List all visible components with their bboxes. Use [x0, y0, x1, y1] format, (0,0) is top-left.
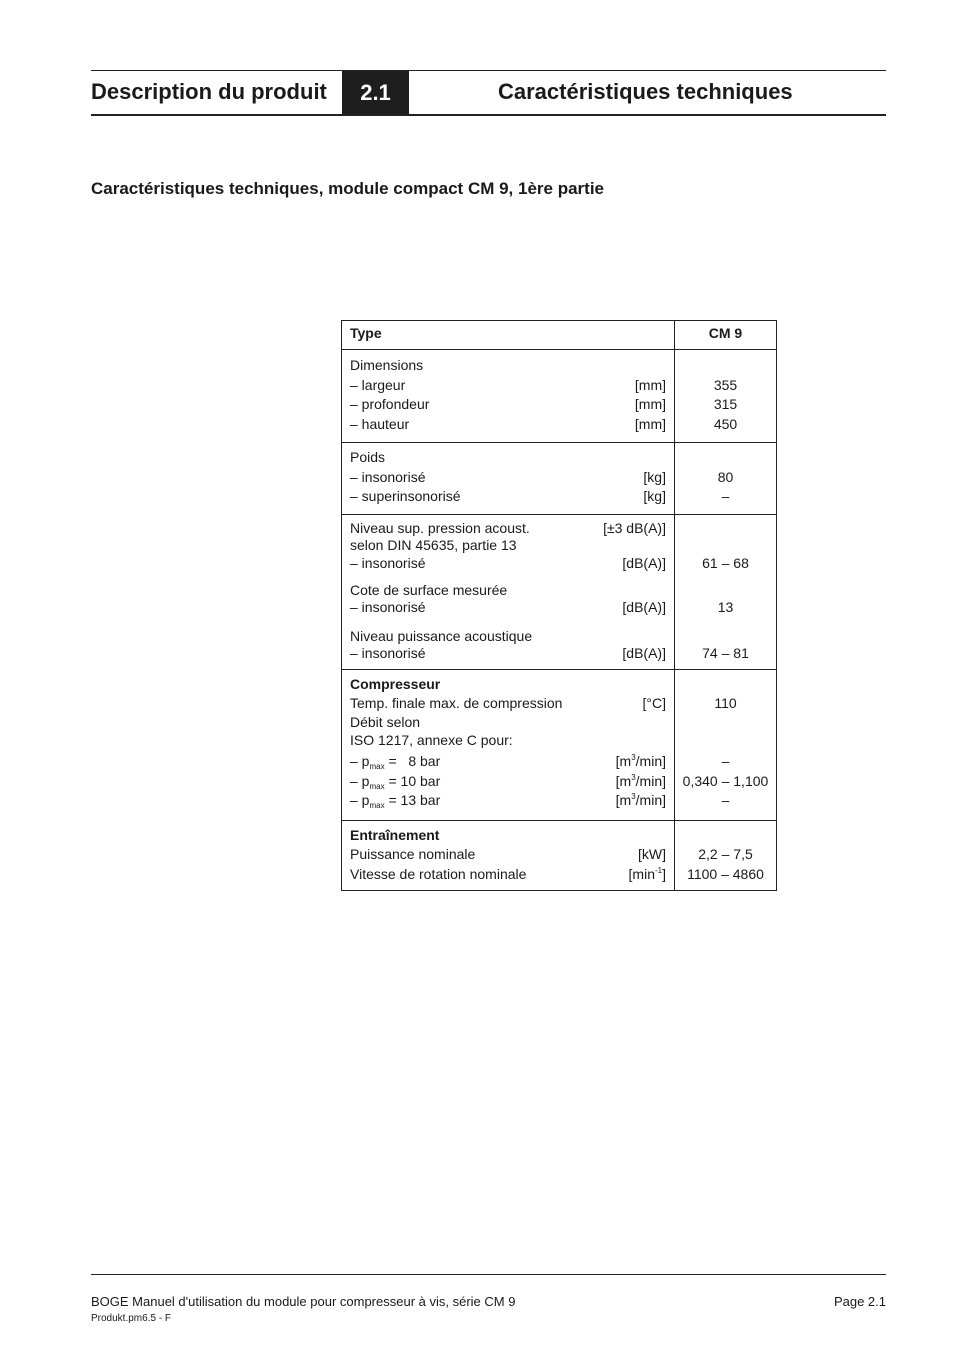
- row-value: 450: [713, 415, 738, 432]
- row-label: – insonorisé: [350, 554, 426, 571]
- compresseur-title: Compresseur: [350, 676, 441, 692]
- pressure-title: Niveau sup. pression acoust.: [350, 519, 530, 536]
- row-unit: [mm]: [634, 396, 666, 412]
- poids-title: Poids: [350, 449, 386, 465]
- row-value: 74 – 81: [702, 645, 749, 661]
- pressure-standard: selon DIN 45635, partie 13: [350, 536, 517, 553]
- table-row: [342, 350, 777, 443]
- section-title: Description du produit: [91, 79, 327, 104]
- type-label: Type: [342, 321, 675, 350]
- power-value: 2,2 – 7,5: [698, 846, 753, 862]
- row-value: 61 – 68: [702, 554, 749, 571]
- row-value: –: [721, 488, 730, 504]
- speed-value: 1100 – 4860: [687, 865, 764, 882]
- debit-label: Débit selon: [350, 714, 421, 730]
- row-value: 80: [717, 468, 734, 485]
- surface-title: Cote de surface mesurée: [350, 582, 508, 598]
- spec-table: [341, 320, 777, 891]
- page-title: Caractéristiques techniques: [498, 79, 793, 104]
- table-row: [342, 820, 777, 891]
- pressure-unit: [±3 dB(A)]: [603, 519, 666, 536]
- table-row: [342, 514, 777, 670]
- row-unit: [kg]: [643, 488, 666, 504]
- flow-value: –: [721, 753, 730, 769]
- power-title: Niveau puissance acoustique: [350, 628, 533, 644]
- flow-unit: $[m^3/\min]$: [615, 772, 666, 789]
- row-value: 13: [717, 599, 734, 615]
- speed-unit: $[\min^{-1}]$: [628, 865, 666, 882]
- row-unit: [dB(A)]: [622, 645, 666, 661]
- header-top-rule: [91, 70, 886, 71]
- row-label: – hauteur: [350, 415, 410, 432]
- section-number: 2.1: [342, 71, 409, 114]
- power-label: Puissance nominale: [350, 846, 476, 862]
- power-unit: [kW]: [638, 846, 666, 862]
- row-unit: [kg]: [643, 468, 666, 485]
- temp-label: Temp. finale max. de compression: [350, 695, 563, 711]
- row-label: – superinsonorisé: [350, 488, 461, 504]
- row-label: – largeur: [350, 376, 406, 393]
- flow-label: – $p_{max} = 10$ bar: [350, 772, 441, 791]
- row-unit: [mm]: [634, 415, 666, 432]
- row-label: – insonorisé: [350, 468, 426, 485]
- page-number: Page 2.1: [833, 1294, 886, 1309]
- row-label: – insonorisé: [350, 599, 426, 615]
- row-unit: [dB(A)]: [622, 554, 666, 571]
- speed-label: Vitesse de rotation nominale: [350, 865, 527, 882]
- document-subtitle: Caractéristiques techniques, module compact CM 9, 1ère partie: [91, 179, 604, 198]
- flow-value: –: [721, 792, 730, 808]
- footer-document-title: BOGE Manuel d'utilisation du module pour compresseur à vis, série CM 9: [91, 1294, 516, 1309]
- table-row: [342, 670, 777, 821]
- row-unit: [dB(A)]: [622, 599, 666, 615]
- debit-standard: ISO 1217, annexe C pour:: [350, 732, 513, 748]
- flow-unit: $[m^3/\min]$: [615, 753, 666, 769]
- row-value: 355: [713, 376, 738, 393]
- flow-label: – $p_{max} = 8$ bar: [350, 753, 441, 771]
- temp-unit: [°C]: [642, 695, 666, 711]
- row-value: 315: [713, 396, 738, 412]
- flow-unit: $[m^3/\min]$: [615, 792, 666, 808]
- footer-rule: [91, 1274, 886, 1275]
- table-row: [342, 443, 777, 515]
- table-header-row: [342, 321, 777, 350]
- row-label: – insonorisé: [350, 645, 426, 661]
- entrainement-title: Entraînement: [350, 826, 440, 843]
- row-label: – profondeur: [350, 396, 430, 412]
- flow-label: – $p_{max} = 13$ bar: [350, 792, 441, 810]
- row-unit: [mm]: [634, 376, 666, 393]
- footer-file-name: Produkt.pm6.5 - F: [91, 1313, 172, 1324]
- type-value: CM 9: [675, 321, 777, 350]
- dimensions-title: Dimensions: [350, 357, 424, 373]
- header-bottom-rule: [91, 114, 886, 116]
- temp-value: 110: [714, 695, 737, 711]
- flow-value: 0,340 – 1,100: [682, 772, 769, 789]
